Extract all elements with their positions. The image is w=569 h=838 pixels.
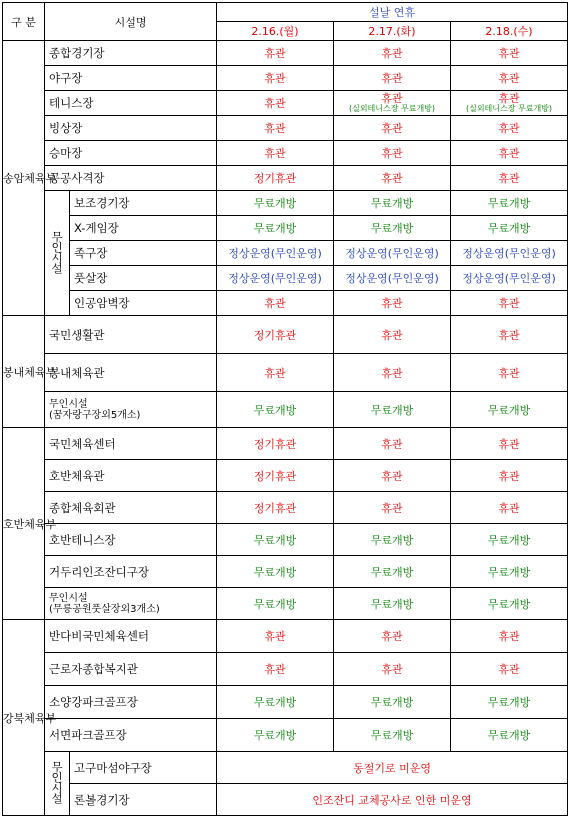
status-cell [334, 116, 451, 141]
status-cell [217, 66, 334, 91]
status-text: 무료개방 [253, 597, 297, 611]
status-text: 무료개방 [370, 565, 414, 579]
status-cell [334, 588, 451, 620]
status-cell [217, 428, 334, 460]
facility-name [45, 492, 217, 524]
status-cell [217, 316, 334, 354]
status-cell [334, 166, 451, 191]
status-cell [217, 392, 334, 428]
status-text: 휴관 [381, 172, 403, 185]
sub-group-label: 무인시설 [50, 230, 64, 273]
status-text: 휴관 [498, 92, 520, 105]
day-header-3: 2.18.(수) [451, 22, 568, 41]
day-header-2: 2.17.(화) [334, 22, 451, 41]
status-text: 무료개방 [370, 696, 414, 709]
facility-label: 종합체육회관 [49, 500, 116, 515]
status-cell [217, 191, 334, 216]
status-cell [451, 492, 568, 524]
status-text: 정기휴관 [253, 469, 297, 483]
status-text: 정상운영(무인운영) [345, 247, 439, 260]
facility-name [45, 66, 217, 91]
facility-name [45, 91, 217, 116]
status-text: 무료개방 [253, 696, 297, 709]
day-header-1: 2.16.(월) [217, 22, 334, 41]
status-cell [217, 524, 334, 556]
status-text: 휴관 [381, 122, 403, 135]
table-row [3, 316, 568, 354]
table-row [3, 266, 568, 291]
status-cell [451, 241, 568, 266]
holiday-header: 설날 연휴 [217, 3, 568, 22]
status-text: 무료개방 [487, 403, 531, 417]
table-row [3, 556, 568, 588]
status-cell [451, 524, 568, 556]
status-text: 정기휴관 [253, 501, 297, 515]
status-cell [451, 460, 568, 492]
status-cell [451, 41, 568, 66]
status-text: 휴관 [498, 328, 520, 342]
status-text: 휴관 [381, 92, 403, 105]
status-cell [334, 216, 451, 241]
facility-name: 풋살장 [70, 266, 217, 291]
status-text: 휴관 [498, 297, 520, 310]
table-row [3, 428, 568, 460]
table-row [3, 354, 568, 392]
status-text: 휴관 [381, 437, 403, 451]
group-name: 봉내체육부 [3, 316, 45, 428]
status-cell [451, 392, 568, 428]
facility-name: 인공암벽장 [70, 291, 217, 316]
facility-name: 보조경기장 [70, 191, 217, 216]
status-cell [334, 653, 451, 686]
status-cell [451, 653, 568, 686]
status-text: 휴관 [381, 501, 403, 515]
sub-group-name [45, 191, 70, 316]
table-row [3, 392, 568, 428]
status-cell [451, 116, 568, 141]
status-text: 무료개방 [253, 197, 297, 210]
table-row [3, 620, 568, 653]
facility-label: 종합경기장 [49, 46, 105, 60]
table-row [3, 41, 568, 66]
status-cell [217, 216, 334, 241]
status-text: 휴관 [381, 366, 403, 380]
status-text: 휴관 [381, 47, 403, 60]
status-cell [334, 66, 451, 91]
status-text: 휴관 [498, 630, 520, 643]
status-text: 무료개방 [253, 565, 297, 579]
status-cell [217, 492, 334, 524]
status-note: (실외테니스장 무료개방) [348, 104, 436, 113]
status-cell [451, 620, 568, 653]
status-text: 무료개방 [253, 403, 297, 417]
sub-group-label: 무인시설 [50, 761, 64, 803]
status-text: 휴관 [498, 72, 520, 85]
status-cell [334, 719, 451, 752]
table-row [3, 784, 568, 816]
status-cell [451, 686, 568, 719]
status-text: 무료개방 [370, 729, 414, 742]
status-text: 정상운영(무인운영) [462, 247, 556, 260]
category-header: 구 분 [3, 3, 45, 41]
status-cell [334, 492, 451, 524]
status-cell [451, 291, 568, 316]
status-text: 무료개방 [487, 597, 531, 611]
status-text: 휴관 [381, 663, 403, 676]
status-cell [334, 556, 451, 588]
group-name: 강북체육부 [3, 620, 45, 816]
status-cell [217, 91, 334, 116]
status-cell [334, 291, 451, 316]
status-text: 무료개방 [253, 533, 297, 547]
facility-label: 야구장 [49, 71, 83, 85]
status-text: 휴관 [498, 469, 520, 483]
status-text: 무료개방 [370, 597, 414, 611]
status-text: 휴관 [498, 663, 520, 676]
facility-name [45, 166, 217, 191]
status-cell [334, 428, 451, 460]
status-cell [217, 460, 334, 492]
status-cell [451, 316, 568, 354]
status-text: 휴관 [498, 437, 520, 451]
status-cell [334, 191, 451, 216]
facility-name: 족구장 [70, 241, 217, 266]
status-text: 휴관 [498, 122, 520, 135]
status-text: 정상운영(무인운영) [228, 272, 322, 285]
table-row [3, 686, 568, 719]
status-cell [217, 291, 334, 316]
facility-label: 무인시설 [49, 592, 88, 604]
facility-name: X-게임장 [70, 216, 217, 241]
facility-name [45, 41, 217, 66]
status-cell [451, 428, 568, 460]
status-text: 휴관 [264, 147, 286, 160]
status-text: 무료개방 [253, 729, 297, 742]
facility-name [45, 460, 217, 492]
status-cell [451, 719, 568, 752]
status-text: 휴관 [264, 97, 286, 110]
status-merged: 동절기로 미운영 [217, 752, 568, 784]
status-text: 휴관 [381, 297, 403, 310]
group-name: 호반체육부 [3, 428, 45, 620]
facility-label: 서면파크골프장 [49, 728, 127, 742]
status-cell [334, 41, 451, 66]
facility-name: 고구마섬야구장 [70, 752, 217, 784]
status-cell [451, 91, 568, 116]
group-name: 송암체육부 [3, 41, 45, 316]
facility-name [45, 428, 217, 460]
table-row [3, 719, 568, 752]
facility-sublabel: (무릉공원풋살장외3개소) [49, 603, 160, 615]
status-text: 휴관 [264, 72, 286, 85]
facility-label: 소양강파크골프장 [49, 695, 138, 709]
facility-name: 론볼경기장 [70, 784, 217, 816]
facility-name [45, 653, 217, 686]
facility-name [45, 719, 217, 752]
facility-name [45, 686, 217, 719]
status-text: 정기휴관 [253, 172, 297, 185]
table-row [3, 588, 568, 620]
facility-name [45, 116, 217, 141]
status-cell [217, 719, 334, 752]
facility-label: 반다비국민체육센터 [49, 629, 149, 643]
status-text: 무료개방 [487, 729, 531, 742]
table-row [3, 653, 568, 686]
facility-label: 공공사격장 [49, 171, 105, 185]
facility-name [45, 141, 217, 166]
status-cell [334, 241, 451, 266]
facility-name [45, 524, 217, 556]
facility-name [45, 392, 217, 428]
status-text: 정상운영(무인운영) [345, 272, 439, 285]
status-text: 휴관 [498, 172, 520, 185]
status-text: 무료개방 [370, 197, 414, 210]
status-text: 휴관 [381, 469, 403, 483]
status-cell [217, 354, 334, 392]
status-text: 휴관 [381, 72, 403, 85]
facility-name [45, 316, 217, 354]
facility-header: 시설명 [45, 3, 217, 41]
status-text: 휴관 [264, 122, 286, 135]
status-cell [334, 392, 451, 428]
status-cell [451, 556, 568, 588]
table-row [3, 91, 568, 116]
status-cell [217, 116, 334, 141]
status-text: 휴관 [264, 663, 286, 676]
schedule-body [3, 41, 568, 816]
status-text: 휴관 [498, 366, 520, 380]
facility-label: 승마장 [49, 146, 83, 160]
status-cell [217, 686, 334, 719]
status-text: 휴관 [381, 328, 403, 342]
facility-label: 무인시설 [49, 398, 88, 410]
status-text: 무료개방 [370, 533, 414, 547]
status-text: 무료개방 [487, 197, 531, 210]
facility-label: 호반테니스장 [49, 532, 116, 547]
status-cell [217, 41, 334, 66]
status-text: 무료개방 [253, 222, 297, 235]
status-cell [217, 241, 334, 266]
facility-label: 국민생활관 [49, 327, 105, 342]
table-row [3, 524, 568, 556]
status-cell [217, 266, 334, 291]
facility-name [45, 556, 217, 588]
status-text: 휴관 [498, 47, 520, 60]
table-row [3, 141, 568, 166]
facility-label: 근로자종합복지관 [49, 662, 138, 676]
facility-label: 빙상장 [49, 121, 83, 135]
status-cell [451, 216, 568, 241]
status-cell [451, 588, 568, 620]
status-text: 무료개방 [487, 696, 531, 709]
table-row [3, 116, 568, 141]
table-row [3, 492, 568, 524]
status-text: 무료개방 [487, 565, 531, 579]
status-cell [334, 524, 451, 556]
status-cell [334, 460, 451, 492]
status-cell [217, 588, 334, 620]
facility-name [45, 354, 217, 392]
status-cell [334, 686, 451, 719]
sub-group-name [45, 752, 70, 816]
status-cell [451, 166, 568, 191]
status-cell [217, 141, 334, 166]
status-text: 휴관 [264, 366, 286, 380]
table-row [3, 752, 568, 784]
status-text: 휴관 [381, 630, 403, 643]
status-cell [334, 316, 451, 354]
facility-name [45, 588, 217, 620]
status-text: 무료개방 [487, 222, 531, 235]
holiday-schedule-table [2, 2, 568, 816]
facility-label: 국민체육센터 [49, 436, 116, 451]
status-cell [451, 141, 568, 166]
status-cell [217, 653, 334, 686]
table-row [3, 291, 568, 316]
status-text: 정기휴관 [253, 328, 297, 342]
status-text: 무료개방 [487, 533, 531, 547]
status-cell [451, 66, 568, 91]
status-cell [451, 354, 568, 392]
facility-name [45, 620, 217, 653]
status-cell [217, 620, 334, 653]
table-row [3, 191, 568, 216]
table-row [3, 216, 568, 241]
status-text: 무료개방 [370, 403, 414, 417]
status-cell [334, 141, 451, 166]
status-text: 휴관 [264, 47, 286, 60]
facility-label: 거두리인조잔디구장 [49, 564, 149, 579]
status-cell [334, 91, 451, 116]
status-text: 휴관 [498, 147, 520, 160]
status-text: 정상운영(무인운영) [462, 272, 556, 285]
table-row [3, 66, 568, 91]
facility-sublabel: (꿈자랑구장외5개소) [49, 409, 141, 421]
status-cell [334, 354, 451, 392]
table-row [3, 166, 568, 191]
status-text: 휴관 [264, 630, 286, 643]
status-cell [451, 266, 568, 291]
facility-label: 봉내체육관 [49, 365, 105, 380]
facility-label: 테니스장 [49, 96, 94, 110]
status-cell [217, 166, 334, 191]
status-note: (실외테니스장 무료개방) [465, 104, 553, 113]
status-merged: 인조잔디 교체공사로 인한 미운영 [217, 784, 568, 816]
facility-label: 호반체육관 [49, 468, 105, 483]
status-cell [217, 556, 334, 588]
status-text: 휴관 [498, 501, 520, 515]
status-cell [334, 266, 451, 291]
status-text: 휴관 [264, 297, 286, 310]
status-text: 무료개방 [370, 222, 414, 235]
table-row [3, 460, 568, 492]
status-text: 휴관 [381, 147, 403, 160]
status-cell [451, 191, 568, 216]
status-text: 정기휴관 [253, 437, 297, 451]
table-row [3, 241, 568, 266]
status-cell [334, 620, 451, 653]
status-text: 정상운영(무인운영) [228, 247, 322, 260]
